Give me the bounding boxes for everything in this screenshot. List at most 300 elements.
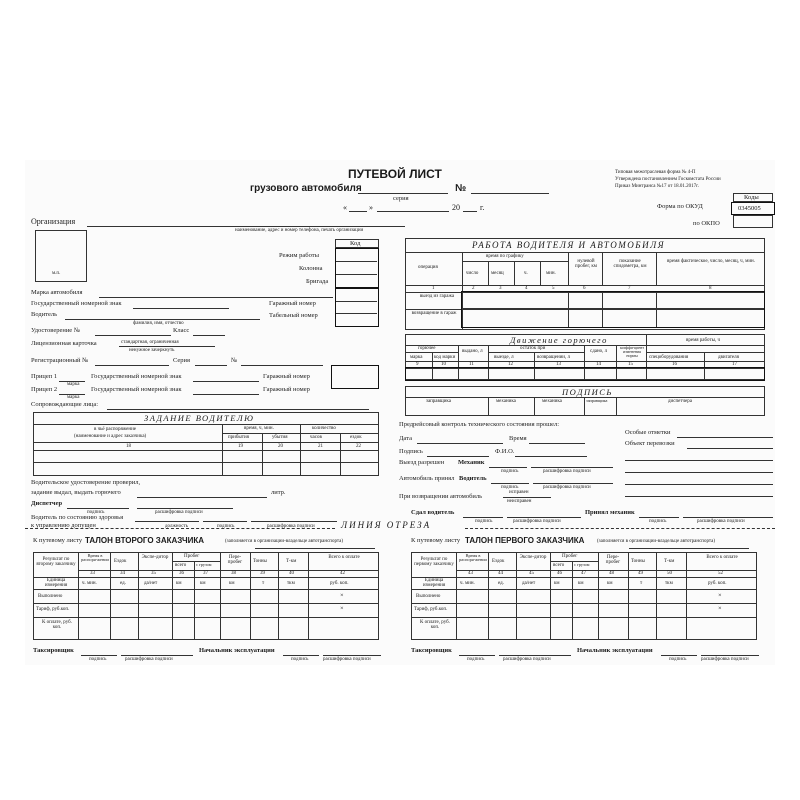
work-num: 8 [709,286,712,291]
org-hint: наименование, адрес и номер телефона, печать организации [235,228,364,233]
fuel-sign-title: ПОДПИСЬ [562,387,613,397]
coupon1-col-cargo: с грузом [574,562,590,567]
coupon2-unit: ед. [120,581,126,586]
working-option[interactable]: исправен [509,490,529,495]
received-decode-hint: расшифровка подписи [697,519,745,524]
coupon1-date-line[interactable] [629,548,749,549]
fuel-num: 11 [469,362,474,367]
driver-accept-label: Водитель [459,475,487,482]
work-num: 2 [472,286,475,291]
allowed-label: Выезд разрешен [399,459,445,466]
time-label: Время [509,435,527,442]
checked-text-1: Водительское удостоверение проверил, [31,479,141,486]
special-extra-line-3[interactable] [625,484,773,485]
coupon1-unit: км [607,581,613,586]
tab-number-label: Табельный номер [269,312,318,319]
work-col-speedo: показание спидометра, км [613,259,647,269]
fuel-num: 12 [508,362,513,367]
coupon2-num: 38 [231,571,236,576]
work-col-month: месяц [491,271,504,276]
fuel-num: 10 [441,362,446,367]
mechanic-decode-hint: расшифровка подписи [543,469,591,474]
received-decode-line[interactable] [683,517,773,518]
okud-box[interactable] [731,202,775,215]
coupon2-col-tons: Тонны [253,559,267,564]
task-table [33,412,379,476]
work-num: 5 [552,286,555,291]
coupon1-col-rides: Ездок [492,559,505,564]
card-label: Лицензионная карточка [31,340,97,347]
license-label: Удостоверение № [31,327,81,334]
form-note-3: Приказ Минтранса №17 от 18.01.2017г. [615,184,699,189]
coupon1-chief-decode-line[interactable] [701,655,759,656]
brigade-label: Бригада [306,278,329,285]
coupon2-col-rides: Ездок [114,559,127,564]
coupon2-taxer-sign-line[interactable] [81,655,117,656]
mechanic-sign-hint: подпись [501,469,519,474]
okud-label: Форма по ОКУД [657,203,703,210]
car-brand-line[interactable] [99,297,333,298]
coupon1-cross-icon: × [718,592,722,599]
work-num: 6 [583,286,586,291]
driver-hint: фамилия, имя, отчество [133,321,184,326]
health-text-1: Водитель по состоянию здоровья [31,514,124,521]
state-number-line[interactable] [133,308,229,309]
fuel-col-issued: выдано, л [462,349,483,354]
coupon2-unit: ч. мин. [82,581,97,586]
coupon1-taxer-label: Таксировщик [411,647,452,654]
coupon1-unit: км [554,581,560,586]
checked-text-2: задание выдал, выдать горючего [31,489,121,496]
codes-label: Коды [744,194,759,201]
coupon1-taxer-sign-hint: подпись [467,657,485,662]
fio-label: Ф.И.О. [495,448,515,455]
trailer1-state-label: Государственный номерной знак [91,373,182,380]
special-extra-line-2[interactable] [625,472,773,473]
coupon1-num: 44 [498,571,503,576]
coupon1-cross-icon: × [718,605,722,612]
health-text-2: к управлению допущен [31,522,96,529]
coupon1-num: 49 [638,571,643,576]
coupon1-row-tariff: Тариф, руб.коп. [414,607,448,612]
escort-label: Сопровождающие лица: [31,401,99,408]
coupon2-row-pay: К оплате, руб. коп. [42,620,72,630]
received-sign-hint: подпись [649,519,667,524]
health-sign-line[interactable] [203,521,247,522]
coupon1-unit: ч. мин. [460,581,475,586]
car-brand-label: Марка автомобиля [31,289,83,296]
work-col-schedule: время по графику [486,254,524,259]
coupon1-row-pay: К оплате, руб. коп. [420,620,450,630]
coupon1-chief-sign-line[interactable] [661,655,697,656]
driver-accept-sign-hint: подпись [501,485,519,490]
reg-series-line[interactable] [195,365,227,366]
coupon2-note: (заполняется в организации-владельце автотранспорта) [225,539,344,544]
fuel-col-brand: марка [410,355,423,360]
coupon2-row-tariff: Тариф, руб.коп. [36,607,70,612]
handed-decode-hint: расшифровка подписи [513,519,561,524]
coupon2-chief-label: Начальник эксплуатации [199,647,275,654]
work-col-day: число [466,271,479,276]
coupon1-num: 47 [581,571,586,576]
handed-sign-hint: подпись [475,519,493,524]
fuel-col-equip: время работы, ч [686,338,721,343]
coupon1-num: 50 [667,571,672,576]
trailer2-garage-label: Гаражный номер [263,386,310,393]
reg-label: Регистрационный № [31,357,89,364]
work-entry-box[interactable] [461,291,765,328]
work-num: 7 [628,286,631,291]
coupon1-num: 48 [609,571,614,576]
coupon1-row-done: Выполнено [416,594,441,599]
work-col-min: мин. [546,271,556,276]
mechanic-label: Механик [458,459,485,466]
coupon1-taxer-decode-line[interactable] [499,655,571,656]
coupon2-row-done: Выполнено [38,594,63,599]
fuel-col-fuel: горючее [418,346,436,351]
coupon1-table [411,552,757,640]
page-title: ПУТЕВОЙ ЛИСТ [348,167,442,181]
coupon1-unit: ткм [665,581,673,586]
fuel-col-handed: сдано, л [590,349,608,354]
health-decode-hint: расшифровка подписи [267,524,315,529]
year-suffix: г. [480,203,485,212]
coupon1-prefix: К путевому листу [411,537,461,544]
special-line[interactable] [677,437,773,438]
org-label: Организация [31,217,76,226]
mechanic-decode-line[interactable] [531,467,613,468]
task-num: 18 [126,444,131,449]
work-row-back: возвращение в гараж [411,311,457,316]
task-col-depart: убытия [272,435,288,440]
trailer1-mark-hint: марка [67,382,80,387]
org-line[interactable] [87,226,405,227]
column-label: Колонна [299,265,323,272]
fuel-title: Движение горючего [510,335,608,345]
coupon2-title: ТАЛОН ВТОРОГО ЗАКАЗЧИКА [85,536,204,545]
special-label: Особые отметки [625,429,671,436]
garage-number-label: Гаражный номер [269,300,316,307]
work-title: РАБОТА ВОДИТЕЛЯ И АВТОМОБИЛЯ [472,240,666,250]
coupon1-col-pay: Всего к оплате [706,555,738,560]
health-sign-hint: подпись [217,524,235,529]
coupon2-table [33,552,379,640]
coupon2-unit: т [262,581,265,586]
mode-label: Режим работы [279,252,319,259]
month-line[interactable] [377,211,449,212]
coupon2-unit: руб. коп. [330,581,349,586]
license-class-line[interactable] [193,335,225,336]
card-hint: ненужное зачеркнуть [129,348,175,353]
coupon2-num: 36 [179,571,184,576]
codes-header [733,193,773,202]
fuel-sig-2: механика [496,399,516,404]
work-num: 4 [525,286,528,291]
page-subtitle: грузового автомобиля [250,183,362,194]
coupon2-unit: км [200,581,206,586]
coupon1-col-tkm: Т-км [664,559,675,564]
task-col-arrive: прибытия [228,435,249,440]
fuel-sign-table [405,386,765,416]
coupon2-col-run: Пробег [184,554,200,559]
reg-number-line[interactable] [241,365,323,366]
work-col-actual: время фактическое, число, месяц, ч, мин. [667,259,755,264]
trailer1-state-line[interactable] [193,381,259,382]
coupon2-col-tkm: Т-км [286,559,297,564]
dispatcher-decode-hint: расшифровка подписи [155,510,203,515]
series-hint: серия [393,195,409,202]
coupon2-num: 40 [289,571,294,576]
year-prefix: 20 [452,203,460,212]
license-class-label: Класс [173,327,190,334]
form-note-2: Утверждена постановлением Госкомстата России [615,177,721,182]
special-extra-line-4[interactable] [625,496,773,497]
stamp-box [35,230,87,282]
coupon1-num: 45 [529,571,534,576]
coupon1-num: 43 [468,571,473,576]
fuel-num: 9 [416,362,419,367]
coupon1-num: 52 [718,571,723,576]
coupon2-num: 33 [90,571,95,576]
coupon2-chief-sign-line[interactable] [283,655,319,656]
coupon1-title: ТАЛОН ПЕРВОГО ЗАКАЗЧИКА [465,536,585,545]
coupon2-num: 42 [340,571,345,576]
coupon1-unit: км [578,581,584,586]
date-line[interactable] [417,443,503,444]
fuel-sig-5: диспетчера [668,399,692,404]
fio-line[interactable] [515,456,587,457]
state-number-label: Государственный номерной знак [31,300,122,307]
fuel-col-special: спецоборудования [649,355,689,360]
number-line[interactable] [471,193,549,194]
kod-box-2[interactable] [335,288,379,327]
kod-header [335,239,379,248]
trailer1-label: Прицеп 1 [31,373,58,380]
license-line[interactable] [95,335,171,336]
kod-label: Код [350,240,361,247]
card-option[interactable]: стандартная, ограниченная [121,340,179,345]
coupon1-col-tons: Тонны [631,559,645,564]
coupon1-taxer-decode-hint: расшифровка подписи [503,657,551,662]
fuel-col-exit: выезде, л [494,355,514,360]
coupon1-num: 46 [557,571,562,576]
on-return-label: При возвращении автомобиль [399,493,483,500]
kod-box[interactable] [335,248,379,288]
okpo-label: по ОКПО [693,220,720,227]
task-col-time: время, ч, мин. [244,426,274,431]
handed-decode-line[interactable] [507,517,581,518]
position-line[interactable] [135,521,199,522]
date-open-quote: « [343,203,347,212]
fuel-col-remain: остаток при [520,346,546,351]
signature-label: Подпись [399,448,423,455]
fuel-sig-1: заправщика [426,399,451,404]
coupon1-result: Результат по первому заказчику [414,557,454,567]
trailer-garage-box[interactable] [331,365,379,389]
coupon2-chief-sign-hint: подпись [291,657,309,662]
waybill-sheet [25,160,775,665]
coupon1-note: (заполняется в организации-владельце автотранспорта) [597,539,716,544]
coupon1-chief-decode-hint: расшифровка подписи [701,657,749,662]
form-note-1: Типовая межотраслевая форма № 4-П [615,170,696,175]
special-extra-line-1[interactable] [625,460,773,461]
received-mech-label: Принял механик [585,509,635,516]
reg-line[interactable] [95,365,169,366]
coupon1-row-unit: Единица измерения [422,578,446,588]
coupon2-date-line[interactable] [255,548,375,549]
day-line[interactable] [349,211,367,212]
coupon2-col-pay: Всего к оплате [328,555,360,560]
not-working-option[interactable]: неисправен [507,499,532,504]
task-num: 20 [278,444,283,449]
coupon1-unit: руб. коп. [708,581,727,586]
precheck-label: Предрейсовый контроль технического состояния прошел: [399,421,560,428]
trailer2-mark-hint: марка [67,395,80,400]
handed-driver-label: Сдал водитель [411,509,455,516]
fuel-col-coef: коэффи-циент изменения нормы [619,345,645,358]
coupon2-unit: км [229,581,235,586]
task-col-rides: ездок [350,435,362,440]
date-label: Дата [399,435,412,442]
position-hint: должность [165,524,188,529]
fuel-num: 13 [556,362,561,367]
coupon2-num: 37 [203,571,208,576]
coupon2-num: 34 [120,571,125,576]
task-num: 21 [318,444,323,449]
card-line [119,346,215,347]
cut-line-right [465,528,775,529]
work-col-zero: нулевой пробег, км [575,259,597,269]
year-line[interactable] [463,211,477,212]
task-col-qty: количество [312,426,336,431]
coupon1-col-time: Время в распоря-жении [459,553,487,563]
work-col-operation: операция [418,265,438,270]
coupon2-cross-icon: × [340,592,344,599]
number-sign: № [455,183,467,194]
num-label: № [231,357,238,364]
coupon2-taxer-decode-hint: расшифровка подписи [125,657,173,662]
received-sign-line[interactable] [639,517,679,518]
coupon1-col-total: всего [553,563,565,568]
coupon2-col-cargo: с грузом [196,562,212,567]
escort-line[interactable] [107,409,369,410]
fuel-issue-line[interactable] [137,497,267,498]
fuel-col-code: код марки [434,355,456,360]
return-state-line [503,497,551,498]
trailer1-garage-label: Гаражный номер [263,373,310,380]
signature-line[interactable] [427,456,489,457]
cut-line-left [25,528,335,529]
driver-label: Водитель [31,311,58,318]
fuel-entry-row[interactable] [405,367,765,381]
okpo-box[interactable] [733,215,773,228]
coupon2-taxer-decode-line[interactable] [121,655,193,656]
dispatcher-decode-line[interactable] [137,508,233,509]
coupon2-col-total: всего [175,563,187,568]
driver-accept-decode-hint: расшифровка подписи [543,485,591,490]
coupon2-result: Результат по второму заказчику [36,557,76,567]
coupon2-num: 39 [260,571,265,576]
coupon2-chief-decode-hint: расшифровка подписи [323,657,371,662]
coupon1-chief-label: Начальник эксплуатации [577,647,653,654]
dispatcher-label: Диспетчер [31,500,63,507]
cut-line-label: ЛИНИЯ ОТРЕЗА [341,520,432,530]
coupon1-unit: да/нет [522,581,536,586]
task-col-customer-2: (наименование и адрес заказчика) [74,434,147,439]
coupon2-unit: км [176,581,182,586]
task-col-customer: в чьё распоряжение [94,427,136,432]
date-close-quote: » [369,203,373,212]
driver-accept-sign-line[interactable] [491,483,529,484]
coupon2-num: 35 [151,571,156,576]
coupon2-row-unit: Единица измерения [44,578,68,588]
series-label: Серия [173,357,191,364]
task-col-hours: часов [310,435,322,440]
fuel-num: 16 [672,362,677,367]
coupon2-unit: да/нет [144,581,158,586]
coupon1-unit: т [640,581,643,586]
coupon1-col-exp: Экспе-дитор [519,555,547,560]
work-num: 3 [499,286,502,291]
driver-line[interactable] [65,319,260,320]
coupon2-unit: ткм [287,581,295,586]
stamp-label: м.п. [52,271,61,276]
driver-accept-decode-line[interactable] [533,483,613,484]
coupon2-col-rerun: Пере-пробег [227,555,243,565]
coupon1-col-run: Пробег [562,554,578,559]
fuel-sig-3: механика [542,399,562,404]
coupon2-taxer-label: Таксировщик [33,647,74,654]
coupon2-prefix: К путевому листу [33,537,83,544]
work-col-hour: ч. [524,271,528,276]
cargo-object-label: Объект перевозки [625,440,675,447]
handed-sign-line[interactable] [463,517,503,518]
trailer2-label: Прицеп 2 [31,386,58,393]
mechanic-sign-line[interactable] [489,467,527,468]
fuel-num: 14 [596,362,601,367]
coupon1-col-rerun: Пере-пробег [605,555,621,565]
work-row-out: выезд из гаража [419,294,455,299]
coupon2-taxer-sign-hint: подпись [89,657,107,662]
time-line[interactable] [529,443,585,444]
coupon2-col-exp: Экспе-дитор [141,555,169,560]
trailer2-state-line[interactable] [193,394,259,395]
task-title: ЗАДАНИЕ ВОДИТЕЛЮ [144,413,255,423]
coupon1-taxer-sign-line[interactable] [459,655,495,656]
dispatcher-sign-hint: подпись [87,510,105,515]
accepted-label: Автомобиль принял [399,475,455,482]
dispatcher-sign-line[interactable] [67,508,129,509]
fuel-num: 17 [732,362,737,367]
liters-label: литр. [271,489,286,496]
fuel-col-engine: двигателя [718,355,739,360]
coupon1-chief-sign-hint: подпись [669,657,687,662]
fuel-sig-4: заправщика [586,398,608,403]
trailer2-state-label: Государственный номерной знак [91,386,182,393]
coupon1-unit: ед. [498,581,504,586]
coupon2-col-time: Время в распоря-жении [81,553,109,563]
task-num: 22 [356,444,361,449]
fuel-num: 15 [628,362,633,367]
cargo-object-line[interactable] [687,448,773,449]
work-num: 1 [432,286,435,291]
series-line[interactable] [358,193,448,194]
okud-value: 0345005 [738,205,761,212]
health-decode-line[interactable] [251,521,337,522]
coupon2-chief-decode-line[interactable] [323,655,381,656]
fuel-col-return: возвращении, л [537,355,570,360]
coupon2-cross-icon: × [340,605,344,612]
